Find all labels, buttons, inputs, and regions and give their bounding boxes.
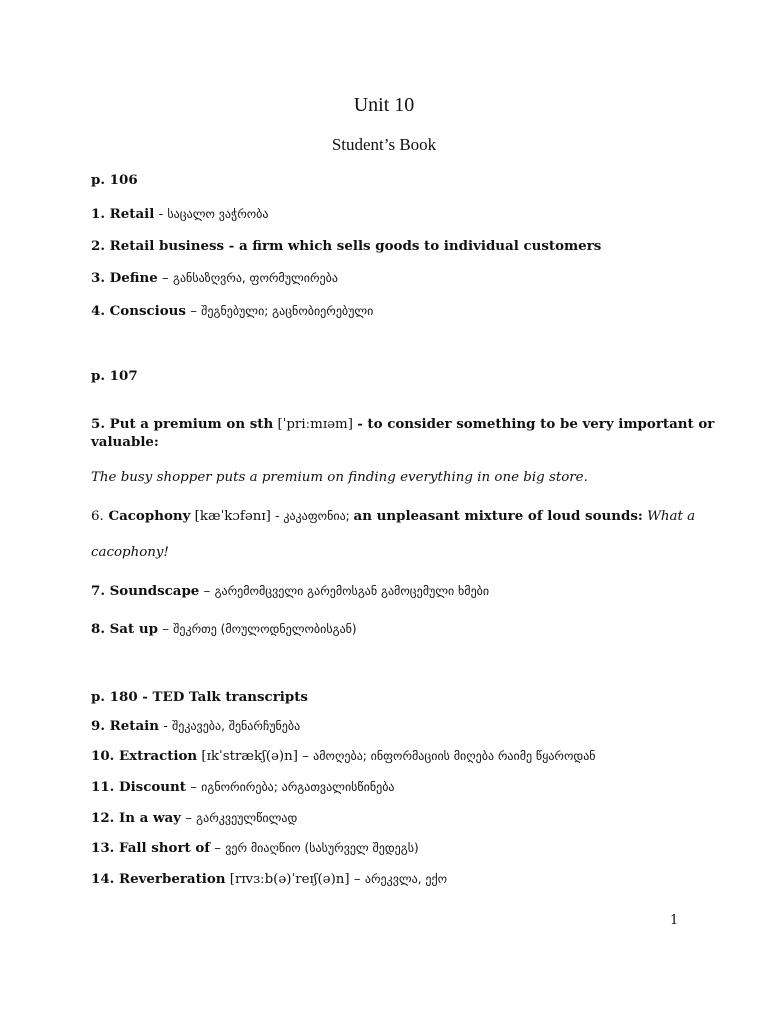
- entry-separator: -: [224, 238, 239, 254]
- entry-definition: არეკვლა, ექო: [364, 872, 448, 886]
- vocab-entry-1: [91, 206, 268, 222]
- entry-definition: - to consider something to be very important or: [357, 416, 715, 432]
- entry-term: 12. In a way: [91, 810, 181, 826]
- entry-term: 9. Retain: [91, 718, 159, 734]
- entry-definition: გარემომცველი გარემოსგან გამოცემული ხმები: [214, 584, 490, 598]
- entry-separator: -: [154, 207, 168, 222]
- entry-term: 8. Sat up: [91, 621, 158, 637]
- entry-pronunciation: [ˈpriːmɪəm]: [273, 417, 358, 432]
- entry-definition: ვერ მიაღწიო (სასურველ შედეგს): [225, 841, 419, 855]
- vocab-entry-12: [91, 810, 297, 826]
- entry-definition: ამოღება; ინფორმაციის მიღება რაიმე წყაროდან: [313, 749, 596, 763]
- entry-definition: განსაზღვრა, ფორმულირება: [172, 271, 338, 285]
- entry-separator: –: [185, 780, 202, 795]
- entry-term: 5. Put a premium on sth: [91, 416, 274, 432]
- entry-separator: –: [199, 584, 215, 599]
- entry-term: 10. Extraction: [91, 748, 198, 764]
- entry-separator: –: [185, 304, 202, 319]
- vocab-entry-13: [91, 840, 419, 856]
- entry-definition: a firm which sells goods to individual customers: [238, 238, 602, 254]
- vocab-entry-5: [91, 416, 714, 432]
- page-number: 1: [670, 913, 679, 928]
- entry-pronunciation: [rɪvɜːb(ə)ˈreɪʃ(ə)n]: [225, 872, 354, 887]
- section-heading-p180: p. 180 - TED Talk transcripts: [91, 689, 308, 705]
- entry-separator: –: [302, 749, 314, 764]
- entry-separator: –: [157, 622, 174, 637]
- entry-term: 14. Reverberation: [91, 871, 226, 887]
- vocab-entry-9: [91, 718, 300, 734]
- entry-term: 11. Discount: [91, 779, 186, 795]
- entry-term: 13. Fall short of: [91, 840, 211, 856]
- entry-term: 4. Conscious: [91, 303, 186, 319]
- page-title: Unit 10: [353, 94, 415, 116]
- page-subtitle: Student’s Book: [331, 135, 437, 154]
- entry-term: Cacophony: [103, 508, 191, 524]
- vocab-entry-2: [91, 238, 601, 254]
- entry-number: 6.: [91, 509, 104, 524]
- vocab-entry-14: [91, 871, 447, 887]
- entry-term: 7. Soundscape: [91, 583, 200, 599]
- entry-term: 3. Define: [91, 270, 158, 286]
- vocab-entry-8: [91, 621, 357, 637]
- entry-definition: შეკავება, შენარჩუნება: [172, 719, 301, 733]
- entry-separator: –: [180, 811, 197, 826]
- entry-definition: იგნორირება; არგათვალისწინება: [201, 780, 395, 794]
- section-heading-p107: p. 107: [91, 368, 138, 384]
- entry-separator: –: [210, 841, 226, 856]
- vocab-entry-3: [91, 270, 338, 286]
- vocab-entry-7: [91, 583, 489, 599]
- entry-term: 1. Retail: [91, 206, 155, 222]
- entry-definition-continued: valuable:: [91, 434, 159, 450]
- entry-term: 2. Retail business: [91, 238, 225, 254]
- entry-definition: გარკვეულწილად: [196, 811, 298, 825]
- entry-definition: საცალო ვაჭრობა: [167, 207, 269, 221]
- entry-separator: –: [157, 271, 173, 286]
- section-heading-p106: p. 106: [91, 172, 138, 188]
- example-sentence: cacophony!: [91, 545, 169, 560]
- example-sentence: The busy shopper puts a premium on finding everything in one big store.: [91, 470, 588, 485]
- entry-pronunciation: [ɪkˈstrækʃ(ə)n]: [197, 749, 303, 764]
- entry-example: What a: [642, 509, 696, 524]
- entry-separator: –: [353, 872, 365, 887]
- vocab-entry-11: [91, 779, 395, 795]
- entry-definition: an unpleasant mixture of loud sounds:: [353, 508, 643, 524]
- entry-definition: შეკრთე (მოულოდნელობისგან): [173, 622, 357, 636]
- entry-translation: - კაკაფონია;: [275, 509, 354, 523]
- vocab-entry-4: [91, 303, 373, 319]
- entry-separator: -: [158, 719, 173, 734]
- entry-definition: შეგნებული; გაცნობიერებული: [201, 304, 374, 318]
- vocab-entry-10: [91, 748, 596, 764]
- entry-pronunciation: [kæˈkɔfənɪ]: [190, 509, 276, 524]
- vocab-entry-6: [91, 508, 695, 524]
